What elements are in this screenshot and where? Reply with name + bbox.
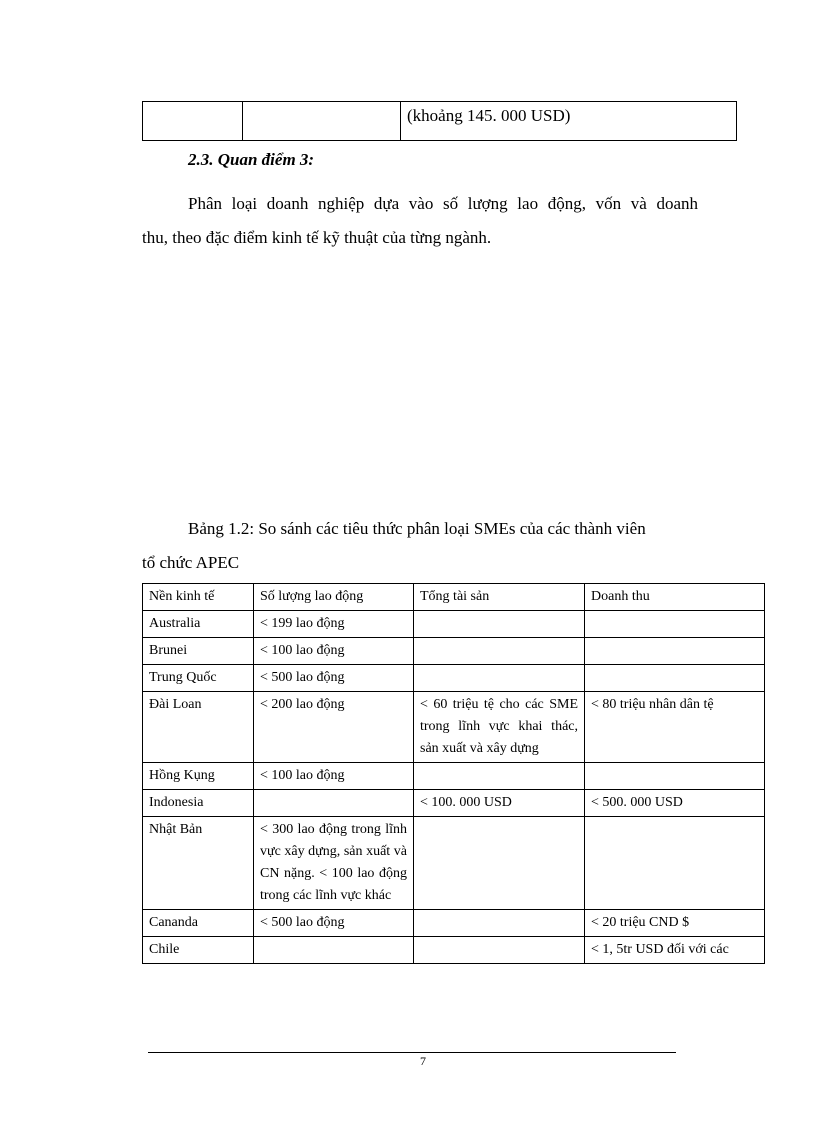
table-cell — [585, 763, 765, 790]
table-cell: < 100 lao động — [254, 638, 414, 665]
table-cell — [414, 763, 585, 790]
caption-line: Bảng 1.2: So sánh các tiêu thức phân loại SMEs của các thành viên — [188, 519, 646, 538]
table-cell: < 60 triệu tệ cho các SME trong lĩnh vực khai thác, sản xuất và xây dựng — [414, 692, 585, 763]
table-cell: Indonesia — [143, 790, 254, 817]
table-cell: Cananda — [143, 910, 254, 937]
table-cell — [414, 910, 585, 937]
table-cell — [143, 102, 243, 141]
table-cell: < 500 lao động — [254, 910, 414, 937]
table-cell — [243, 102, 401, 141]
table-cell: Australia — [143, 611, 254, 638]
table-cell: < 100. 000 USD — [414, 790, 585, 817]
table-row — [143, 790, 765, 817]
table-cell — [414, 611, 585, 638]
section-heading: 2.3. Quan điểm 3: — [188, 150, 315, 169]
table-cell: (khoảng 145. 000 USD) — [401, 102, 737, 141]
table-cell: Chile — [143, 937, 254, 964]
caption-line: tổ chức APEC — [142, 553, 240, 572]
table-caption — [142, 512, 698, 580]
table-header-row — [143, 584, 765, 611]
table-cell — [254, 937, 414, 964]
paragraph-line: Phân loại doanh nghiệp dựa vào số lượng lao động, vốn và doanh — [188, 194, 698, 213]
table-cell: Hồng Kụng — [143, 763, 254, 790]
table-cell — [414, 817, 585, 910]
table-row — [143, 910, 765, 937]
page-number: 7 — [420, 1054, 426, 1068]
table-cell: Đài Loan — [143, 692, 254, 763]
table-cell — [585, 611, 765, 638]
table-cell: < 20 triệu CND $ — [585, 910, 765, 937]
table-cell: < 1, 5tr USD đối với các — [585, 937, 765, 964]
table-row — [143, 763, 765, 790]
table-cell: Nhật Bản — [143, 817, 254, 910]
table-cell: < 300 lao động trong lĩnh vực xây dựng, sản xuất và CN nặng. < 100 lao động trong các lĩnh vực khác — [254, 817, 414, 910]
table-row — [143, 102, 737, 141]
apec-sme-table — [142, 583, 765, 964]
table-row — [143, 817, 765, 910]
table-cell — [585, 638, 765, 665]
section-paragraph — [142, 187, 698, 255]
table-row — [143, 638, 765, 665]
table-cell: < 500 lao động — [254, 665, 414, 692]
column-header: Doanh thu — [585, 584, 765, 611]
table-cell: Trung Quốc — [143, 665, 254, 692]
table-cell: < 200 lao động — [254, 692, 414, 763]
table-cell: < 80 triệu nhân dân tệ — [585, 692, 765, 763]
table-cell — [585, 665, 765, 692]
table-cell: < 199 lao động — [254, 611, 414, 638]
table-cell — [414, 665, 585, 692]
continued-table — [142, 101, 737, 141]
table-row — [143, 665, 765, 692]
table-cell: < 500. 000 USD — [585, 790, 765, 817]
table-cell — [414, 638, 585, 665]
column-header: Nền kinh tế — [143, 584, 254, 611]
table-cell — [254, 790, 414, 817]
paragraph-line: thu, theo đặc điểm kinh tế kỹ thuật của từng ngành. — [142, 228, 492, 247]
column-header: Số lượng lao động — [254, 584, 414, 611]
footer-divider — [148, 1052, 676, 1053]
column-header: Tổng tài sản — [414, 584, 585, 611]
table-cell — [585, 817, 765, 910]
table-row — [143, 611, 765, 638]
table-row — [143, 692, 765, 763]
table-cell: < 100 lao động — [254, 763, 414, 790]
table-row — [143, 937, 765, 964]
table-cell — [414, 937, 585, 964]
table-cell: Brunei — [143, 638, 254, 665]
